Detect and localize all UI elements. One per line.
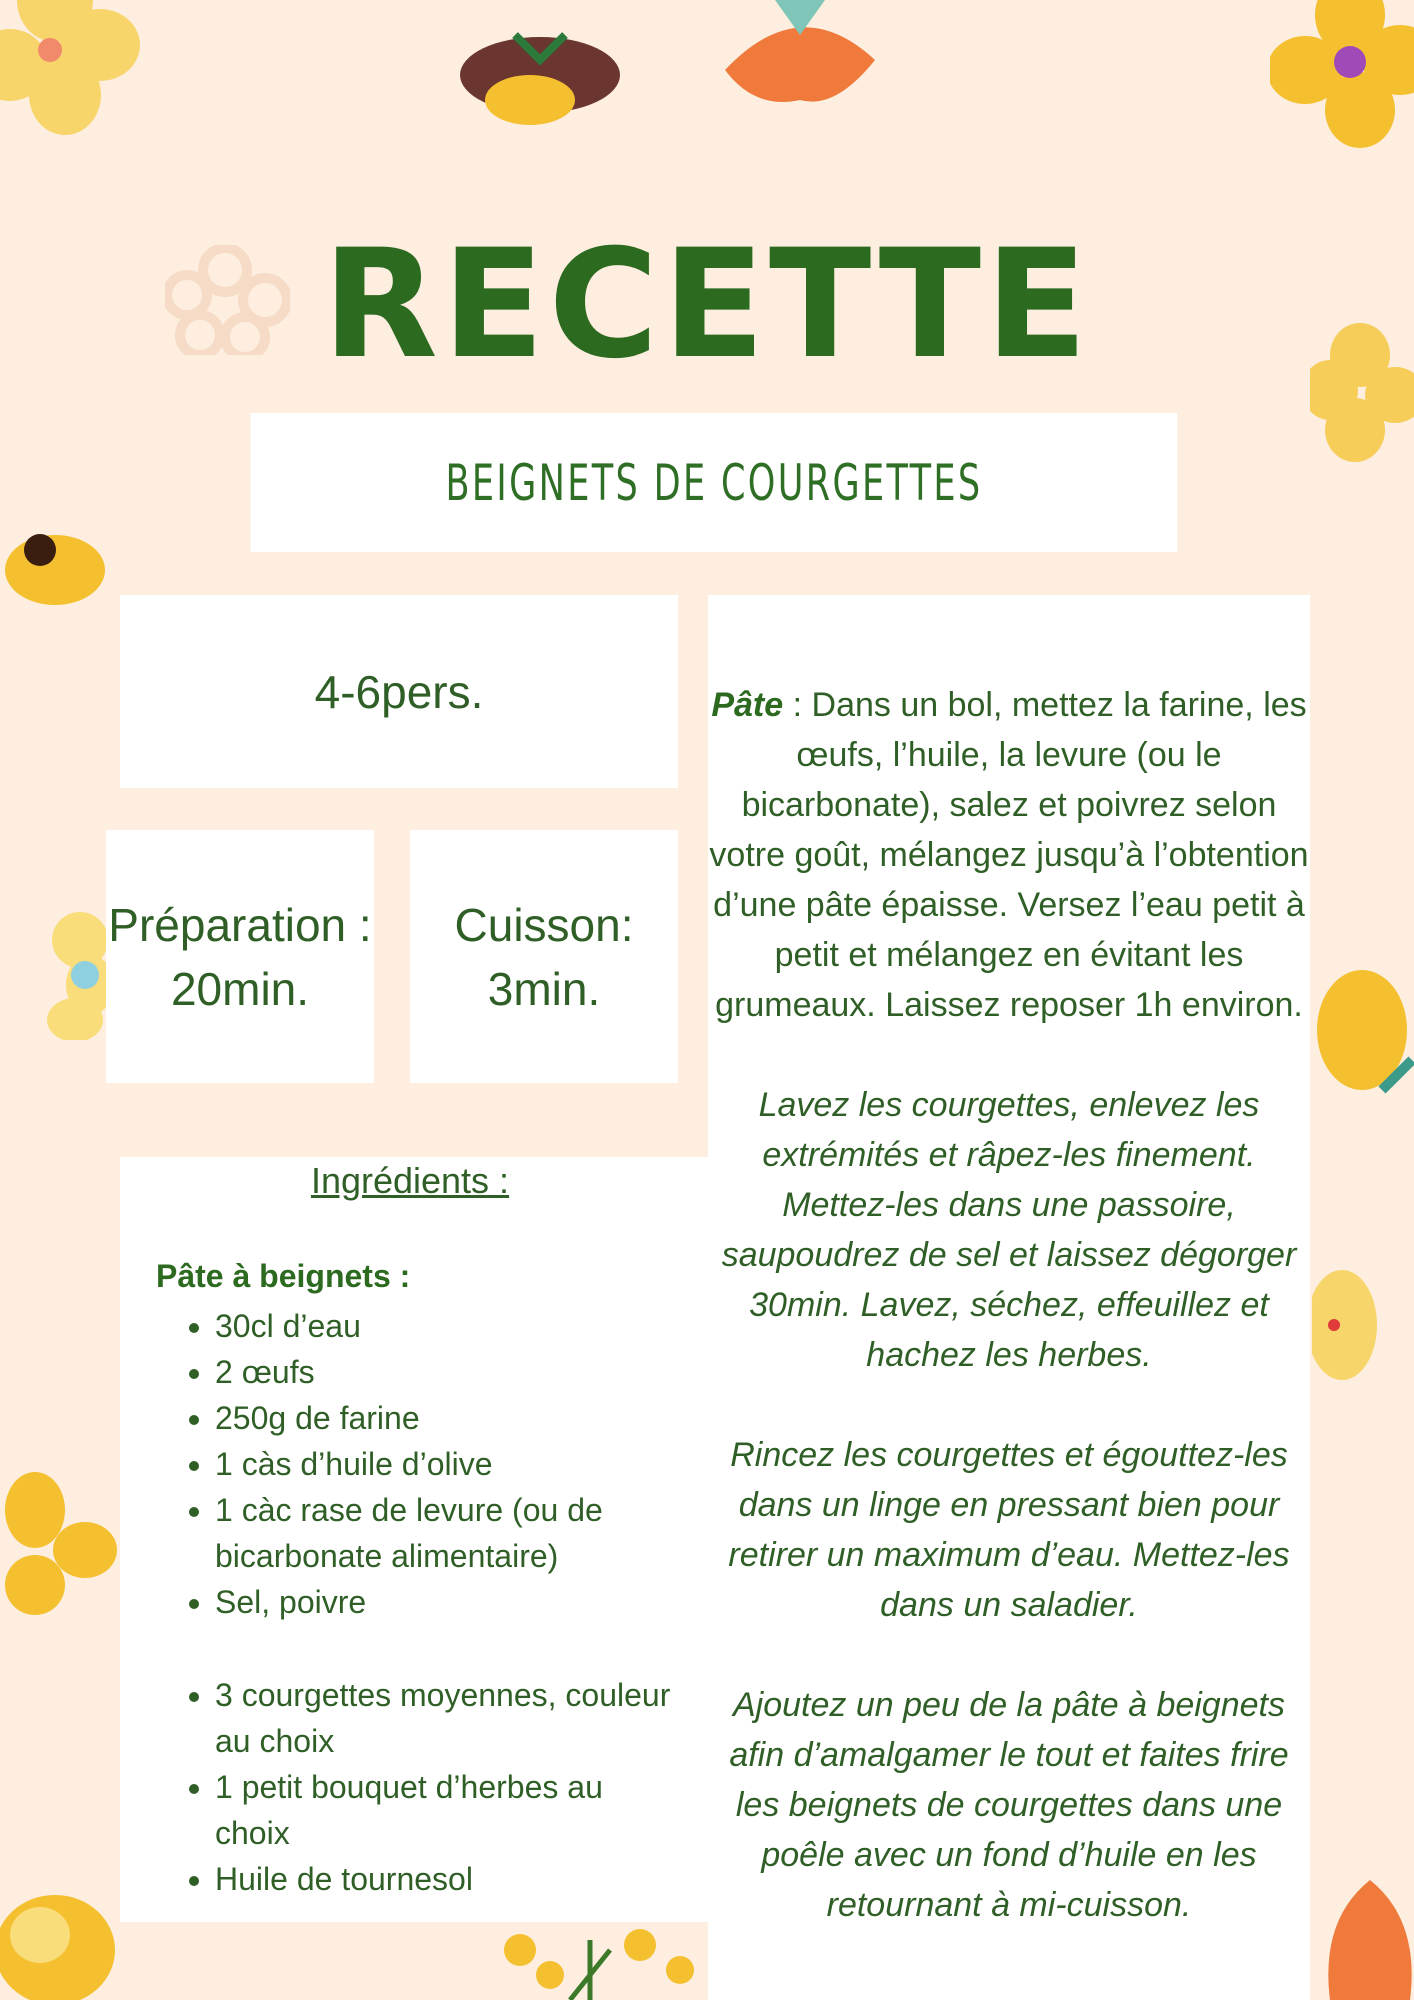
instructions-text — [708, 680, 1310, 1980]
step-3: Rincez les courgettes et égouttez-les dans un linge en pressant bien pour retirer un maximum d’eau. Mettez-les dans un saladier. — [728, 1436, 1290, 1624]
list-item: • 2 œufs — [215, 1349, 685, 1395]
cuisson-label: Cuisson: — [454, 898, 634, 951]
flower-decoration-right-middle — [1312, 960, 1414, 1120]
flower-decoration-top-center — [455, 20, 630, 125]
step-pate — [708, 680, 1310, 1030]
cuisson-value: 3min. — [487, 962, 601, 1015]
flower-decoration-top-left — [0, 0, 140, 150]
flower-decoration-left-lower — [0, 1470, 120, 1620]
flower-decoration-top-right — [1270, 0, 1414, 150]
list-item: • 1 càc rase de levure (ou de bicarbonate alimentaire) — [215, 1487, 685, 1579]
cuisson-card — [410, 830, 678, 1083]
recipe-name: BEIGNETS DE COURGETTES — [251, 413, 1178, 552]
preparation-value: 20min. — [170, 962, 310, 1015]
step-pate-text: : Dans un bol, mettez la farine, les œufs, l’huile, la levure (ou le bicarbonate), salez et poivrez selon votre goût, mélangez jusqu’à l’obtention d’une pâte épaisse. Versez l’eau petit à petit et mélangez en évitant les grumeaux. Laissez reposer 1h environ. — [709, 686, 1309, 1024]
ingredients-list-other — [175, 1672, 685, 1902]
list-item: • 250g de farine — [215, 1395, 685, 1441]
ingredients-list-pate — [175, 1303, 685, 1625]
step-4: Ajoutez un peu de la pâte à beignets afin d’amalgamer le tout et faites frire les beignets de courgettes dans une poêle avec un fond d’huile en les retournant à mi-cuisson. — [729, 1686, 1289, 1924]
page-title: RECETTE — [322, 218, 1092, 392]
flower-decoration-bottom-left — [0, 1875, 120, 2000]
ingredients-group-title: Pâte à beignets : — [156, 1258, 411, 1294]
list-item: • 1 petit bouquet d’herbes au choix — [215, 1764, 685, 1856]
preparation-card — [106, 830, 374, 1083]
flower-decoration-left-upper — [0, 515, 110, 615]
flower-decoration-right-lower — [1312, 1265, 1387, 1395]
list-item: • 30cl d’eau — [215, 1303, 685, 1349]
list-item: • Sel, poivre — [215, 1579, 685, 1625]
flower-decoration-top-orange — [715, 0, 885, 110]
flower-decoration-left-middle — [30, 910, 110, 1040]
preparation-label: Préparation : — [108, 898, 372, 951]
list-item: • 1 càs d’huile d’olive — [215, 1441, 685, 1487]
step-2: Lavez les courgettes, enlevez les extrémités et râpez-les finement. Mettez-les dans une passoire, saupoudrez de sel et laissez dégorger 30min. Lavez, séchez, effeuillez et hachez les herbes. — [721, 1086, 1297, 1374]
step-pate-label: Pâte — [711, 686, 784, 724]
servings-card — [120, 595, 678, 788]
list-item: • 3 courgettes moyennes, couleur au choix — [215, 1672, 685, 1764]
ingredients-heading: Ingrédients : — [310, 1160, 510, 1201]
servings-value: 4-6pers. — [314, 665, 484, 718]
flower-decoration-bottom-right — [1310, 1860, 1414, 2000]
list-item: • Huile de tournesol — [215, 1856, 685, 1902]
flower-decoration-bottom-center — [490, 1920, 705, 2000]
